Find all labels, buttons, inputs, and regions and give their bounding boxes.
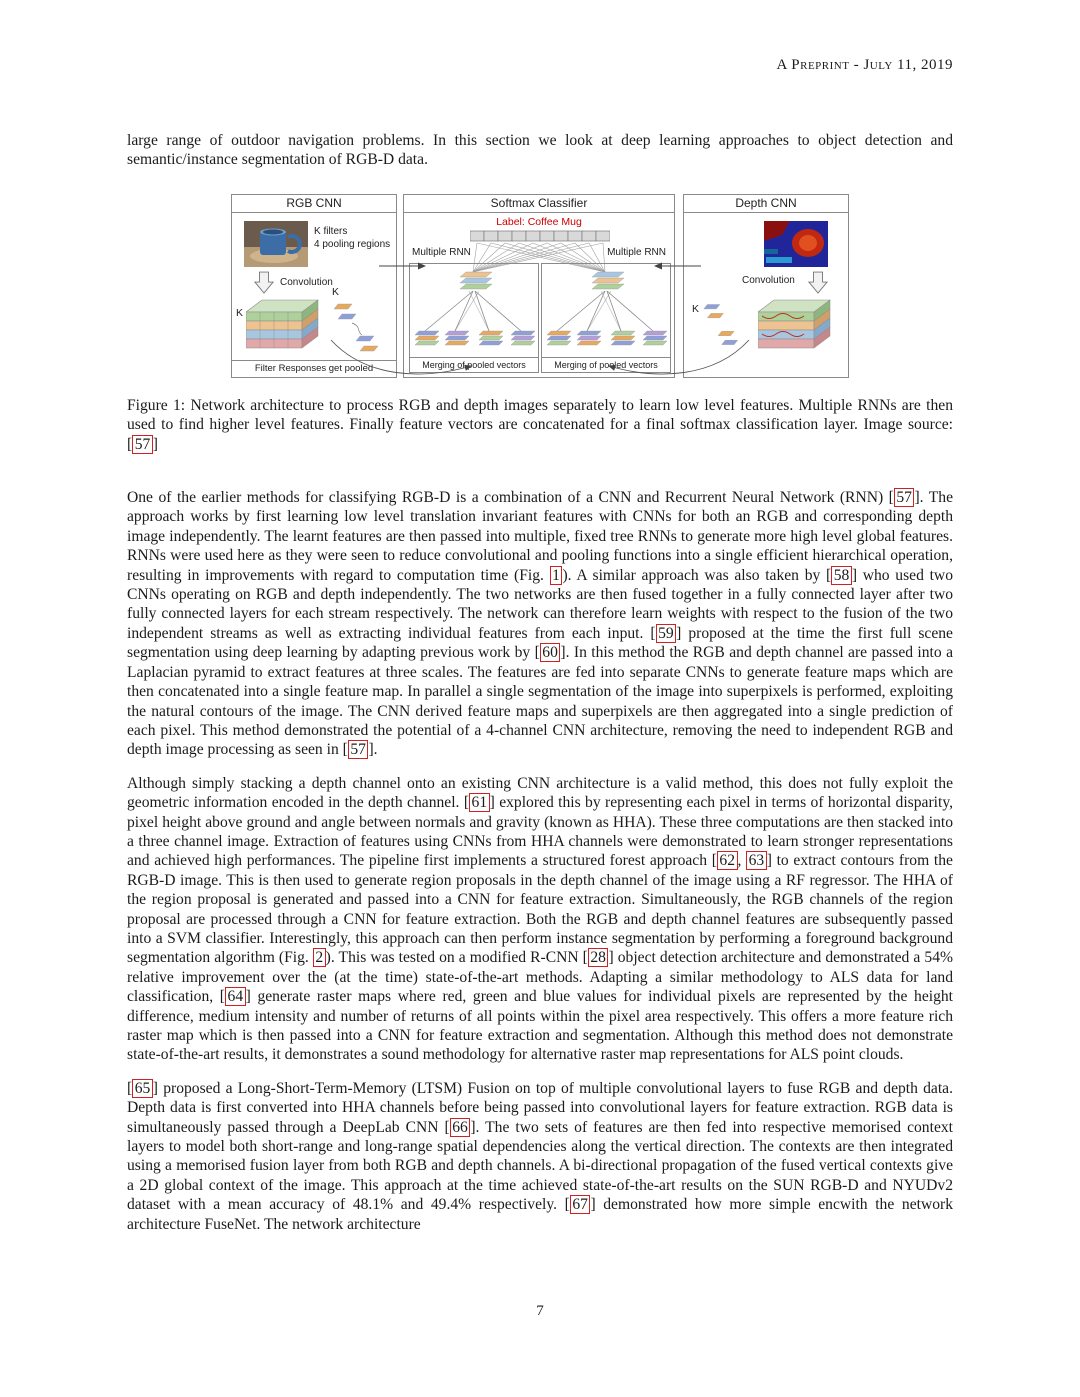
citation-ref[interactable]: 64 <box>225 987 246 1006</box>
classifier-output-label: Label: Coffee Mug <box>496 215 582 228</box>
k-label: K <box>332 285 340 298</box>
running-header: A Preprint - July 11, 2019 <box>776 57 953 73</box>
rgb-cnn-panel <box>231 194 397 378</box>
rgb-panel-title: RGB CNN <box>232 195 396 213</box>
citation-ref[interactable]: 28 <box>588 948 609 967</box>
filter-response-cube-graphic <box>758 299 838 351</box>
citation-ref[interactable]: 57 <box>894 488 915 507</box>
page-content <box>127 0 953 1234</box>
k-filters-label <box>314 225 390 251</box>
citation-ref[interactable]: 60 <box>540 643 561 662</box>
citation-ref[interactable]: 2 <box>313 948 326 967</box>
multiple-rnn-label-right: Multiple RNN <box>607 246 666 258</box>
softmax-panel-title: Softmax Classifier <box>404 195 674 213</box>
filter-response-cube-graphic <box>246 299 326 351</box>
body-paragraph-2: Although simply stacking a depth channel onto an existing CNN architecture is a valid method, this does not fully exploit the geometric information encoded in the depth channel. [ 61 ] explored this by representing each pixel in terms of horizontal disparity, pixel height above ground and angle between normals and gravity (known as HHA). These three computations are then stacked into a three channel image. Extraction of features using CNNs from HHA channels were demonstrated to learn stronger representations and achieved high performances. The pipeline first implements a structured forest approach [ 62 , 63 ] to extract contours from the RGB-D image. This is then used to generate region proposals in the depth channel of the image using a RF regressor. The HHA of the region proposal is generated and passed into a CNN for feature extraction. Simultaneously, the RGB channels of the region proposal are processed through a CNN for feature extraction. Both the RGB and depth channel features are subsequently passed into a SVM classifier. Interestingly, this approach can then perform instance segmentation by performing a foreground background segmentation algorithm (Fig. 2 ). This was tested on a modified R-CNN [ 28 ] object detection architecture and demonstrated a 54% relative improvement over the (at the time) state-of-the-art methods. Adapting a similar methodology to ALS data for land classification, [ 64 ] generate raster maps where red, green and blue values for individual pixels are represented by the height difference, medium intensity and number of returns of all points within the pixel area respectively. This offers a more feature rich raster map which is then passed into a CNN for feature extraction and segmentation. Although this method does not demonstrate state-of-the-art results, it demonstrates a sound methodology for alternative raster map representations for ALS point clouds. <box>127 774 954 1064</box>
rnn-tree-box-right <box>541 263 671 373</box>
convolution-down-arrow-icon <box>254 271 274 295</box>
depth-image <box>764 221 828 267</box>
k-filters-line1: K filters <box>314 225 348 237</box>
merging-pooled-vectors-label: Merging of pooled vectors <box>542 357 670 372</box>
citation-ref[interactable]: 63 <box>746 851 767 870</box>
convolution-label: Convolution <box>742 274 795 286</box>
citation-ref[interactable]: 59 <box>656 624 677 643</box>
k-label: K <box>236 306 244 319</box>
citation-ref[interactable]: 57 <box>132 435 153 454</box>
pooled-vectors-graphic <box>702 299 752 351</box>
citation-ref[interactable]: 67 <box>570 1195 591 1214</box>
merging-pooled-vectors-label: Merging of pooled vectors <box>410 357 538 372</box>
pooling-regions-line2: 4 pooling regions <box>314 238 391 250</box>
citation-ref[interactable]: 62 <box>717 851 738 870</box>
depth-panel-title: Depth CNN <box>684 195 848 213</box>
citation-ref[interactable]: 65 <box>132 1079 153 1098</box>
body-paragraph-3: [ 65 ] proposed a Long-Short-Term-Memory (LTSM) Fusion on top of multiple convolutional layers to fuse RGB and depth data. Depth data is first converted into HHA channels before being passed into convolutional layers for feature extraction. RGB data is simultaneously passed through a DeepLab CNN [ 66 ]. The two sets of features are then fed into respective memorised context layers to model both short-range and long-range spatial dependencies along the vertical direction. The contexts are then integrated using a memorised fusion layer from both RGB and depth channels. A bi-directional propagation of the fused vertical contexts give a 2D global context of the image. This approach at the time achieved state-of-the-art results on the SUN RGB-D and NYUDv2 dataset with a mean accuracy of 48.1% and 49.4% respectively. [ 67 ] demonstrated how more simple encwith the network architecture FuseNet. The network architecture <box>127 1079 954 1233</box>
figure-1-diagram <box>231 188 849 384</box>
k-label: K <box>692 302 700 315</box>
citation-ref[interactable]: 1 <box>550 566 563 585</box>
rnn-tree-graphic <box>410 265 538 357</box>
figure-caption: Figure 1: Network architecture to process RGB and depth images separately to learn low level features. Multiple RNNs are then used to find higher level features. Finally feature vectors are concatenated for a final softmax classification layer. Image source: [ 57 ] <box>127 396 953 453</box>
filter-responses-pooled-label: Filter Responses get pooled <box>232 360 396 377</box>
citation-ref[interactable]: 61 <box>469 793 490 812</box>
depth-cnn-panel <box>683 194 849 378</box>
convolution-down-arrow-icon <box>808 271 828 295</box>
body-paragraph-intro: large range of outdoor navigation problems. In this section we look at deep learning approaches to object detection and semantic/instance segmentation of RGB-D data. <box>127 132 953 169</box>
rnn-tree-graphic <box>542 265 670 357</box>
figure-1 <box>127 188 953 454</box>
multiple-rnn-label-left: Multiple RNN <box>412 246 471 258</box>
citation-ref[interactable]: 66 <box>450 1118 471 1137</box>
softmax-layer-graphic <box>470 230 610 242</box>
softmax-classifier-panel <box>403 194 675 378</box>
citation-ref[interactable]: 58 <box>831 566 852 585</box>
coffee-mug-photo <box>244 221 308 267</box>
rnn-tree-box-left <box>409 263 539 373</box>
body-paragraph-1: One of the earlier methods for classifying RGB-D is a combination of a CNN and Recurrent Neural Network (RNN) [ 57 ]. The approach works by first learning low level translation invariant features with CNNs for both an RGB and corresponding depth image independently. The learnt features are then passed into multiple, fixed tree RNNs to generate more high level global features. RNNs were used here as they were seen to reduce convolutional and pooling functions into a single efficient hierarchical operation, resulting in improvements with regard to computation time (Fig. 1 ). A similar approach was also taken by [ 58 ] who used two CNNs operating on RGB and depth independently. The two networks are then fused together in a fully connected layer after two fully connected layers for each stream respectively. The network can therefore learn weights with respect to the fusion of the two independent streams as well as extracting individual features from each input. [ 59 ] proposed at the time the first full scene segmentation using deep learning by adapting previous work by [ 60 ]. In this method the RGB and depth channel are passed into a Laplacian pyramid to extract features at three scales. The features are fed into separate CNNs to generate feature maps which are then concatenated into a single feature map. In parallel a single segmentation of the image into superpixels is performed, exploiting the natural contours of the image. The CNN derived feature maps and superpixels are then aggregated into a single prediction of each pixel. This method demonstrated the potential of a 4-channel CNN architecture, removing the need to independent RGB and depth image processing as seen in [ 57 ]. <box>127 489 953 759</box>
convolution-label: Convolution <box>280 276 333 288</box>
page-number: 7 <box>536 1303 544 1319</box>
citation-ref[interactable]: 57 <box>348 740 369 759</box>
pooled-vectors-graphic <box>332 299 388 355</box>
